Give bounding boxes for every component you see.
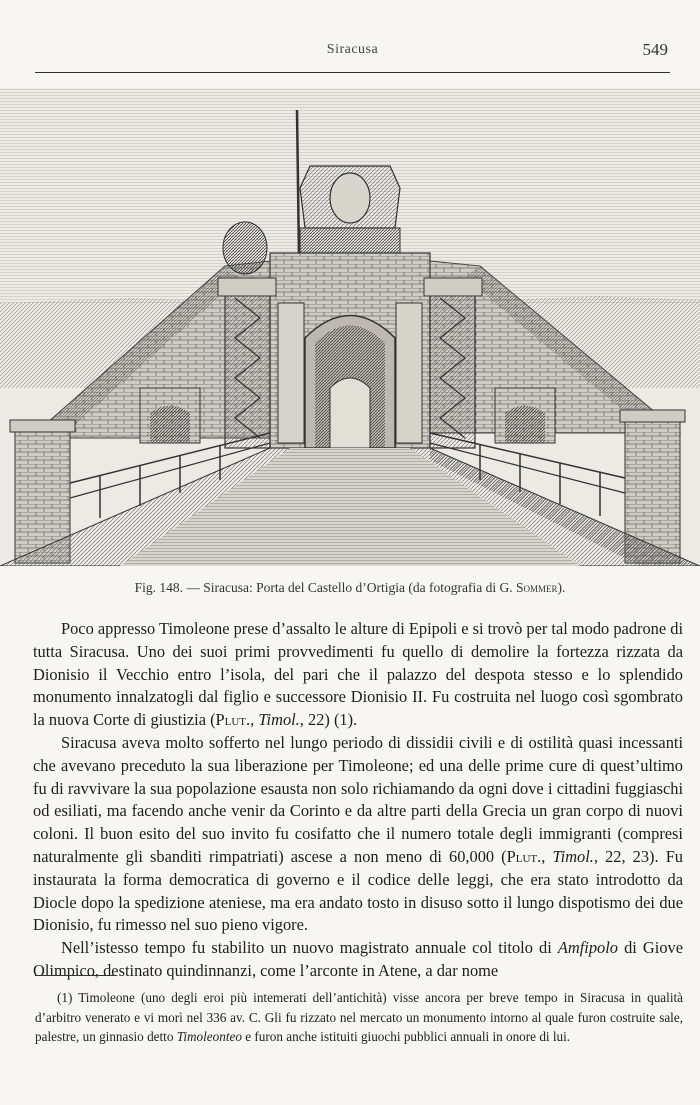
caption-photographer: Sommer (515, 580, 558, 595)
page-header (35, 38, 670, 73)
footnote (35, 988, 683, 1047)
paragraph-2-text: Siracusa aveva molto sofferto nel lungo periodo di dissidii civili e di ostilità quasi incessanti che avevano preceduto la sua liberazione per Timoleone; ed una delle prime cure di quest’ultimo fu di ravvivare la sua popolazione esausta non solo richiamando da ogni dove i cittadini fuggiaschi od esiliati, ma facendo anche venir da Corinto e da altre parti della Grecia un gran corpo di nuovi coloni. Il buon esito del suo invito fu cosifatto che il numero totale degli immigranti (compresi naturalmente gli sbanditi rimpatriati) ascese a non meno di 60,000 ( (33, 732, 683, 866)
footnote-end: e furon anche istituiti giuochi pubblici annuali in onore di lui. (241, 1029, 571, 1044)
paragraph-1-text: Poco appresso Timoleone prese d’assalto le alture di Epipoli e si trovò per tal modo padrone di tutta Siracusa. Uno dei suoi primi provvedimenti fu quello di demolire la fortezza rizzata da Dionisio il Vecchio entro l’isola, del pari che il palazzo del despota stesso e lo splendido monumento innalzatogli dal figlio e successore Dionisio II. Fu costruita nel luogo così sgombrato la nuova Corte di giustizia ( (33, 619, 683, 730)
paragraph-3 (33, 937, 683, 983)
figure-caption (0, 580, 700, 596)
paragraph-2-end: , 22, 23). Fu instaurata la forma democratica di governo e il codice delle leggi, che era stato introdotto da Diocle dopo la spedizione ateniese, ma era andato tosto in disuso sotto il lungo dispotismo dei due Dionisio, fu rimesso nel suo pieno vigore. (33, 846, 683, 935)
running-head: Siracusa (326, 42, 379, 57)
caption-text: Fig. 148. — Siracusa: Porta del Castello d’Ortigia (da fotografia di G. (134, 580, 516, 595)
caption-end: ). (557, 580, 566, 595)
citation-timol: Timol. (258, 710, 300, 730)
castle-gate-engraving (0, 88, 700, 566)
main-text (33, 618, 683, 983)
citation-timol: Timol. (552, 846, 594, 866)
paragraph-2: Siracusa aveva molto sofferto nel lungo periodo di dissidii civili e di ostilità quasi incessanti che avevano preceduto la sua liberazione per Timoleone; ed una delle prime cure di quest’ultimo fu di ravvivare la sua popolazione esausta non solo richiamando da ogni dove i cittadini fuggiaschi od esiliati, ma facendo anche venir da Corinto e da altre parti della Grecia un gran corpo di nuovi coloni. Il buon esito del suo invito fu cosifatto che il numero totale degli immigranti (compresi naturalmente gli sbanditi rimpatriati) ascese a non meno di 60,000 (Plut., Timol., 22, 23). Fu instaurata la forma democratica di governo e il codice delle leggi, che era stato introdotto da Diocle dopo la spedizione ateniese, ma era andato tosto in disuso sotto il lungo dispotismo dei due Dionisio, fu rimesso nel suo pieno vigore. (33, 732, 683, 935)
paragraph-1: Poco appresso Timoleone prese d’assalto le alture di Epipoli e si trovò per tal modo padrone di tutta Siracusa. Uno dei suoi primi provvedimenti fu quello di demolire la fortezza rizzata da Dionisio il Vecchio entro l’isola, del pari che il palazzo del despota stesso e lo splendido monumento innalzatogli dal figlio e successore Dionisio II. Fu costruita nel luogo così sgombrato la nuova Corte di giustizia (Plut., Timol., 22) (1). (33, 619, 683, 730)
footnote-rule (35, 975, 115, 976)
term-timoleonteo: Timoleonteo (176, 1029, 242, 1044)
paragraph-3-text: Nell’istesso tempo fu stabilito un nuovo magistrato annuale col titolo di (61, 938, 558, 958)
citation-plut: Plut. (506, 846, 542, 866)
citation-plut: Plut. (215, 710, 251, 730)
footnote-text: (1) Timoleone (uno degli eroi più intemerati dell’antichità) visse ancora per breve tempo in Siracusa in qualità d’arbitro venerato e vi morì nel 336 av. C. Gli fu rizzato nel mercato un monumento intorno al quale furon costruite sale, palestre, un ginnasio detto (35, 990, 683, 1044)
engraving-illustration (0, 88, 700, 566)
footnote-1 (35, 988, 683, 1047)
page-number: 549 (642, 40, 668, 59)
term-amfipolo: Amfipolo (557, 938, 618, 958)
paragraph-3-end: di Giove Olimpico, destinato quindinnanzi, come l’arconte in Atene, a dar nome (33, 938, 683, 980)
paragraph-1-end: , 22) (1). (299, 710, 358, 730)
